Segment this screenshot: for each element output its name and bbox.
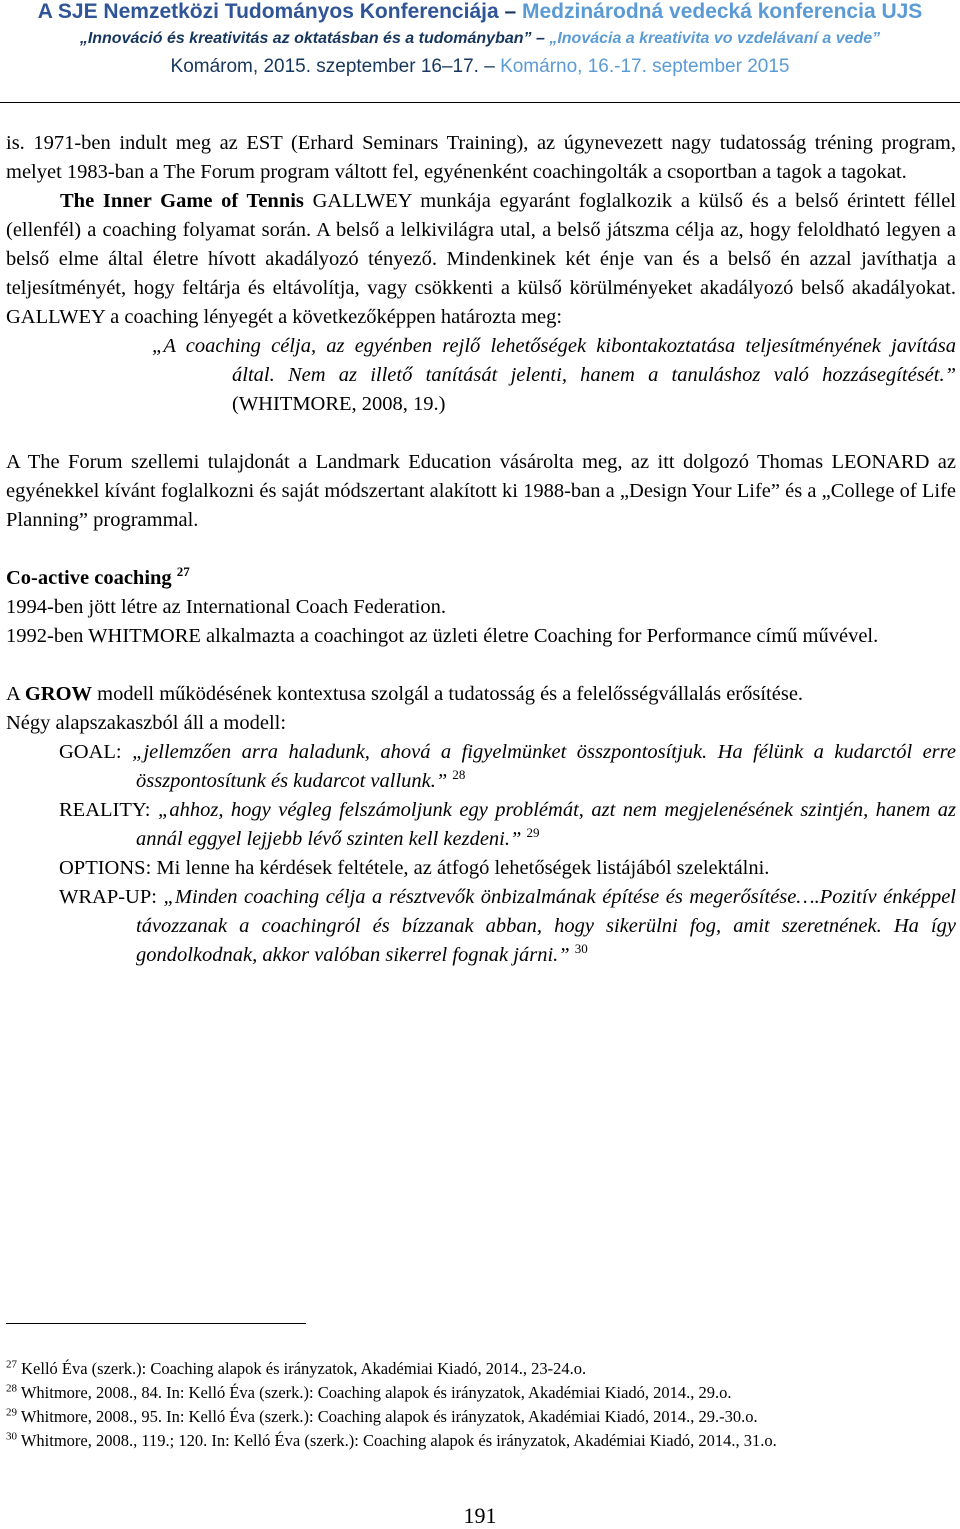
paragraph-four-stages: Négy alapszakaszból áll a modell: bbox=[6, 712, 287, 734]
footnote-divider bbox=[6, 1323, 306, 1324]
footnote-ref-29: 29 bbox=[526, 825, 540, 841]
header-title-hu: A SJE Nemzetközi Tudományos Konferenciája bbox=[37, 0, 499, 23]
paragraph-landmark: A The Forum szellemi tulajdonát a Landmark Education vásárolta meg, az itt dolgozó Thomas LEONARD az egyénekkel kívánt foglalkozni és saját módszertant alakított ki 1988-ban a „Design Your Life” és a „College of Life Planning” programmal. bbox=[6, 451, 956, 531]
paragraph-whitmore: 1992-ben WHITMORE alkalmazta a coachingot az üzleti életre Coaching for Performance című művével. bbox=[6, 625, 879, 647]
page-number: 191 bbox=[463, 1503, 497, 1528]
section-heading-co-active: Co-active coaching $^{27}$ bbox=[6, 564, 190, 589]
header-theme-hu: „Innováció és kreativitás az oktatásban és a tudományban” bbox=[79, 30, 532, 47]
header-date-hu: Komárom, 2015. szeptember 16–17. bbox=[170, 56, 479, 77]
paragraph-icf: 1994-ben jött létre az International Coach Federation. bbox=[6, 596, 447, 618]
stage-options: OPTIONS: Mi lenne ha kérdések feltétele, az átfogó lehetőségek listájából szelektálni. bbox=[59, 857, 770, 879]
header-conference-date bbox=[0, 56, 960, 78]
paragraph-inner-game: The Inner Game of Tennis GALLWEY munkája egyaránt foglalkozik a külső és a belső érintett féllel (ellenfél) a coaching folyamat során. A belső a lelkivilágra utal, a belső játszma célja az, hogy feloldható legyen a belső elme által életre hívott akadályozó tényező. Mindenkinek két énje van és a belső én azzal javíthatja a teljesítményét, hogy feltárja és eltávolítja, vagy csökkenti a külső körülményeket akadályozó belső akadályokat. GALLWEY a coaching lényegét a következőképpen határozta meg: bbox=[6, 190, 957, 328]
footnotes bbox=[6, 1357, 956, 1453]
quote-citation: (WHITMORE, 2008, 19.) bbox=[232, 393, 446, 415]
footnote-27: $^{27}$ Kelló Éva (szerk.): Coaching alapok és irányzatok, Akadémiai Kiadó, 2014., 23-24.o. bbox=[6, 1358, 587, 1378]
header-conference-title bbox=[0, 0, 960, 24]
body-text bbox=[6, 129, 956, 970]
header-theme-sep: – bbox=[531, 30, 550, 47]
stage-reality: REALITY: „ahhoz, hogy végleg felszámoljunk egy problémát, azt nem megjelenésének szintjén, hanem az annál eggyel lejjebb lévő szinten kell kezdeni.” $^{29}$ bbox=[59, 799, 956, 850]
footnote-30: $^{30}$ Whitmore, 2008., 119.; 120. In: Kelló Éva (szerk.): Coaching alapok és irányzatok, Akadémiai Kiadó, 2014., 31.o. bbox=[6, 1430, 777, 1450]
header-date-sep: – bbox=[478, 56, 501, 77]
paragraph-grow: A GROW modell működésének kontextusa szolgál a tudatosság és a felelősségvállalás erősítése. bbox=[6, 683, 804, 705]
footnote-ref-28: 28 bbox=[452, 767, 466, 783]
paragraph-est: is. 1971-ben indult meg az EST (Erhard Seminars Training), az úgynevezett nagy tudatosság tréning program, melyet 1983-ban a The Forum program váltott fel, egyénenként coachingolták a csoportban a tagok a tagokat. bbox=[6, 132, 956, 183]
footnote-ref-30: 30 bbox=[574, 941, 588, 957]
header-divider bbox=[0, 102, 960, 103]
stage-wrap-up: WRAP-UP: „Minden coaching célja a résztvevők önbizalmának építése és megerősítése….Pozitív énképpel távozzanak a coachingról és bízzanak abban, hogy sikerülni fog, amit szeretnének. Ha így gondolkodnak, akkor valóban sikerrel fognak járni.” $^{30}$ bbox=[59, 886, 956, 966]
header-theme-sk: „Inovácia a kreativita vo vzdelávaní a vede” bbox=[549, 30, 881, 47]
header-conference-theme bbox=[0, 29, 960, 49]
header-date-sk: Komárno, 16.-17. september 2015 bbox=[500, 56, 790, 77]
book-title-inner-game: The Inner Game of Tennis bbox=[60, 190, 304, 212]
footnote-ref-27: 27 bbox=[176, 564, 190, 580]
footnote-28: $^{28}$ Whitmore, 2008., 84. In: Kelló Éva (szerk.): Coaching alapok és irányzatok, Akadémiai Kiadó, 2014., 29.o. bbox=[6, 1382, 732, 1402]
header-title-sk: Medzinárodná vedecká konferencia UJS bbox=[522, 0, 923, 23]
header-title-sep: – bbox=[498, 0, 522, 23]
footnote-29: $^{29}$ Whitmore, 2008., 95. In: Kelló Éva (szerk.): Coaching alapok és irányzatok, Akadémiai Kiadó, 2014., 29.-30.o. bbox=[6, 1406, 758, 1426]
gallwey-quote: „A coaching célja, az egyénben rejlő lehetőségek kibontakoztatása teljesítményének javítása által. Nem az illető tanítását jelenti, hanem a tanuláshoz való hozzásegítését.” (WHITMORE, 2008, 19.) bbox=[152, 335, 956, 415]
grow-model-term: GROW bbox=[24, 683, 93, 705]
stage-goal: GOAL: „jellemzően arra haladunk, ahová a figyelmünket összpontosítjuk. Ha félünk a kudarctól erre összpontosítunk és kudarcot vallunk.” $^{28}$ bbox=[59, 741, 956, 792]
